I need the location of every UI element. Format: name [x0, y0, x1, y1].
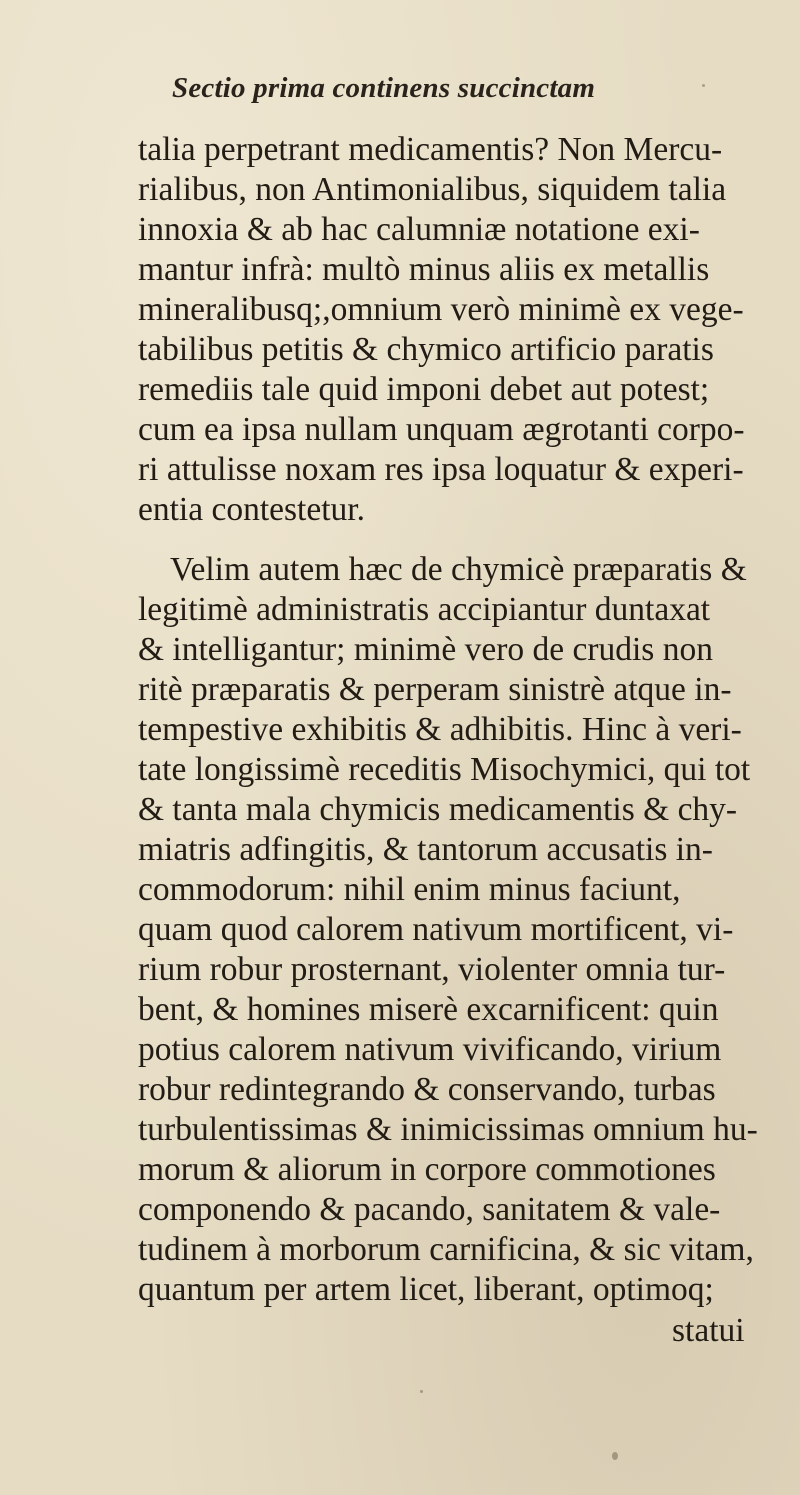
text-line: quam quod calorem nativum mortificent, vi-: [138, 911, 734, 948]
text-line: robur redintegrando & conservando, turbas: [138, 1071, 716, 1108]
text-line: commodorum: nihil enim minus faciunt,: [138, 871, 681, 908]
paper-speck: [420, 1390, 423, 1393]
paper-speck: [702, 84, 705, 87]
text-line: turbulentissimas & inimicissimas omnium hu-: [138, 1111, 758, 1148]
text-line: rialibus, non Antimonialibus, siquidem talia: [138, 171, 727, 208]
text-line: componendo & pacando, sanitatem & vale-: [138, 1191, 721, 1228]
text-line: tabilibus petitis & chymico artificio paratis: [138, 331, 714, 368]
text-line: tudinem à morborum carnificina, & sic vitam,: [138, 1231, 754, 1268]
text-line: tate longissimè receditis Misochymici, qui tot: [138, 751, 751, 788]
text-line: & tanta mala chymicis medicamentis & chy-: [138, 791, 738, 828]
text-line: miatris adfingitis, & tantorum accusatis in-: [138, 831, 713, 868]
text-line: entia contestetur.: [138, 491, 365, 528]
text-line: quantum per artem licet, liberant, optimoq;: [138, 1271, 714, 1308]
text-line: & intelligantur; minimè vero de crudis non: [138, 631, 713, 668]
text-line: remediis tale quid imponi debet aut potest;: [138, 371, 710, 408]
text-line: talia perpetrant medicamentis? Non Mercu-: [138, 131, 723, 168]
paper-speck: [612, 1452, 618, 1460]
text-line: tempestive exhibitis & adhibitis. Hinc à veri-: [138, 711, 742, 748]
text-line: ri attulisse noxam res ipsa loquatur & experi-: [138, 451, 744, 488]
text-line: ritè præparatis & perperam sinistrè atque in-: [138, 671, 732, 708]
text-line: morum & aliorum in corpore commotiones: [138, 1151, 716, 1188]
text-line: potius calorem nativum vivificando, virium: [138, 1031, 722, 1068]
text-line: legitimè administratis accipiantur duntaxat: [138, 591, 711, 628]
text-line: mineralibusq;,omnium verò minimè ex vege-: [138, 291, 744, 328]
paragraph-start-line: Velim autem hæc de chymicè præparatis &: [170, 551, 747, 588]
text-line: bent, & homines miserè excarnificent: quin: [138, 991, 719, 1028]
text-line: rium robur prosternant, violenter omnia tur-: [138, 951, 726, 988]
text-line: cum ea ipsa nullam unquam ægrotanti corpo-: [138, 411, 745, 448]
running-head: Sectio prima continens succinctam: [172, 72, 596, 104]
text-line: mantur infrà: multò minus aliis ex metallis: [138, 251, 710, 288]
text-line: innoxia & ab hac calumniæ notatione exi-: [138, 211, 700, 248]
catchword: statui: [672, 1312, 745, 1349]
